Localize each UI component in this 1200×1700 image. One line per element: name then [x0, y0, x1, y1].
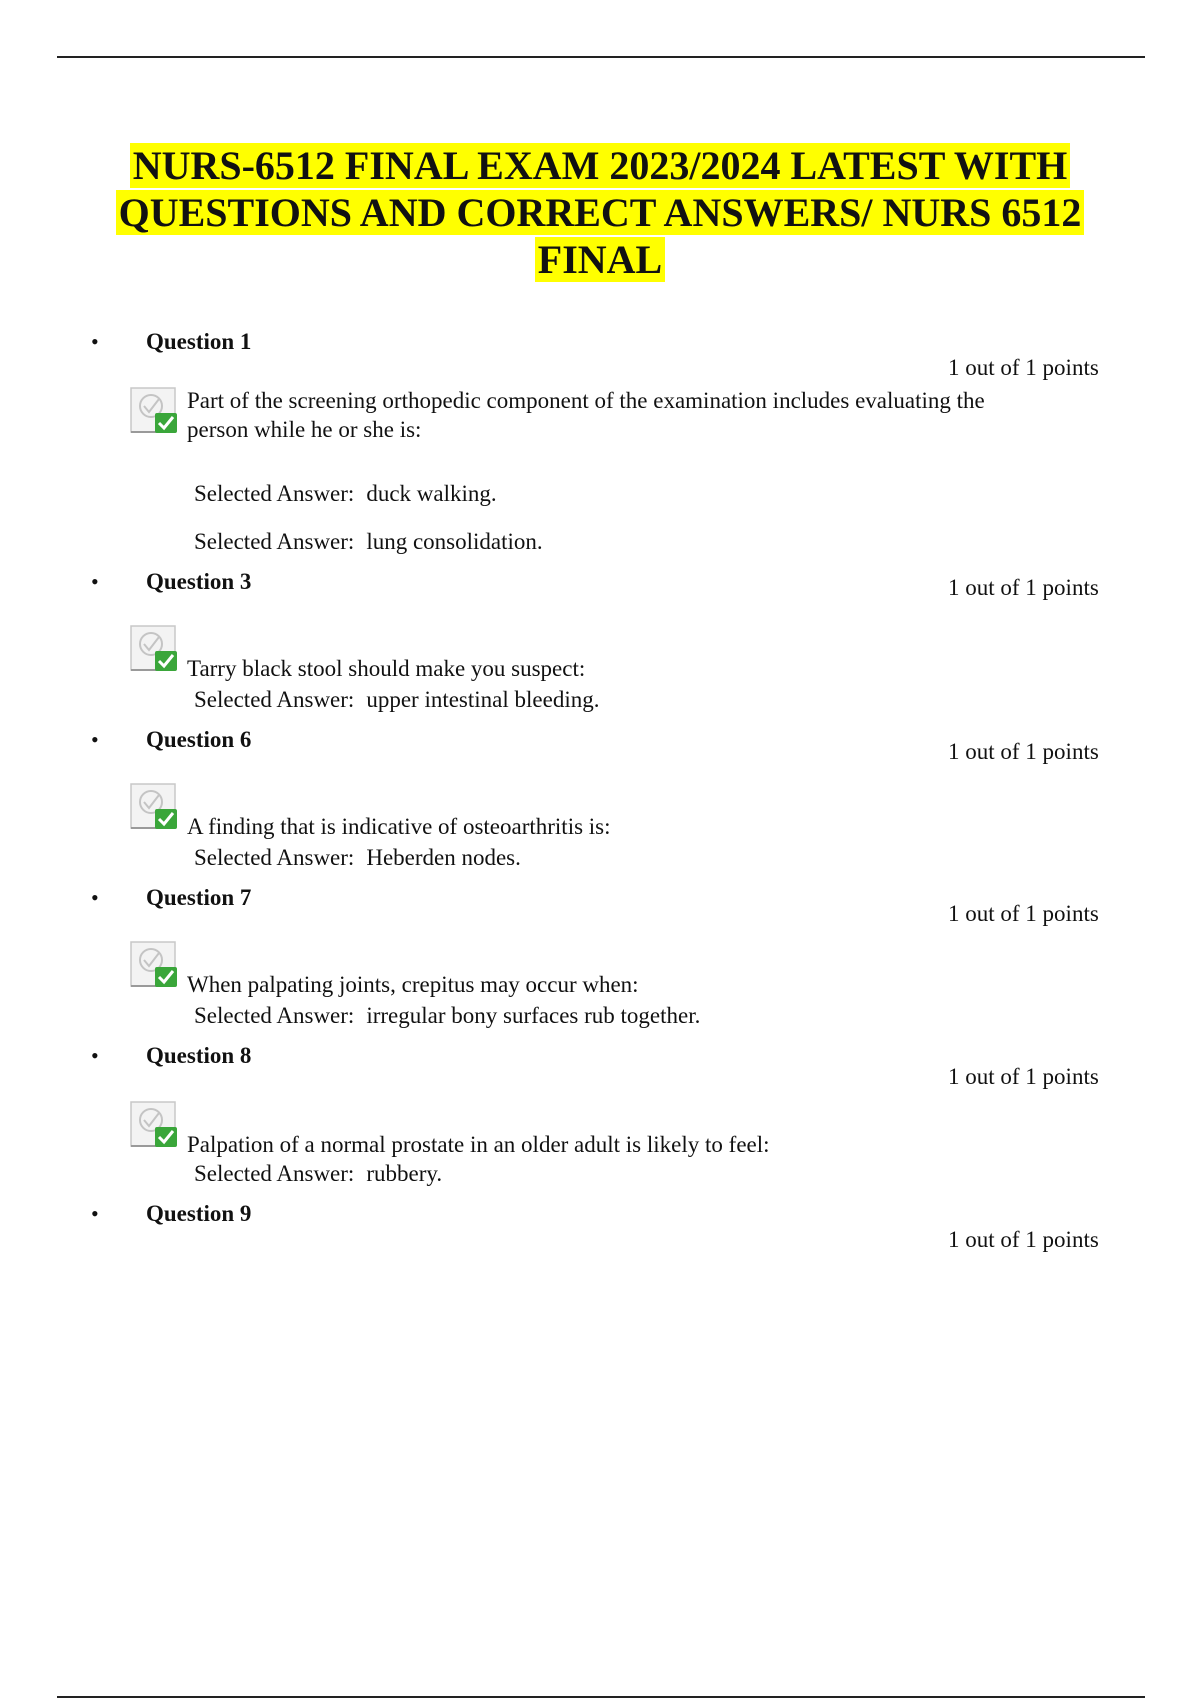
question-text: A finding that is indicative of osteoarthritis is: [187, 814, 611, 839]
question-points: 1 out of 1 points [948, 739, 1099, 764]
question-label: Question 6 [146, 727, 252, 752]
correct-check-icon [129, 386, 181, 438]
answer-value: lung consolidation. [366, 529, 543, 554]
bullet: • [91, 329, 99, 354]
title-line-1: NURS-6512 FINAL EXAM 2023/2024 LATEST WITH [130, 143, 1071, 188]
selected-answer [194, 1002, 700, 1030]
bottom-rule [57, 1696, 1145, 1698]
question-text: When palpating joints, crepitus may occur when: [187, 972, 639, 997]
title-line-2: QUESTIONS AND CORRECT ANSWERS/ NURS 6512 [116, 190, 1085, 235]
title-line-3: FINAL [535, 237, 665, 282]
correct-check-icon [129, 1100, 181, 1152]
selected-answer [194, 528, 543, 556]
question-label: Question 1 [146, 329, 252, 354]
answer-value: Heberden nodes. [366, 845, 521, 870]
correct-check-icon [129, 624, 181, 676]
question-points: 1 out of 1 points [948, 901, 1099, 926]
question-text: Part of the screening orthopedic component of the examination includes evaluating the person while he or she is: [187, 388, 985, 442]
correct-check-icon [129, 940, 181, 992]
answer-value: rubbery. [366, 1161, 443, 1186]
answer-value: upper intestinal bleeding. [366, 687, 600, 712]
bullet: • [91, 569, 99, 594]
top-rule [57, 56, 1145, 58]
question-text: Tarry black stool should make you suspect: [187, 656, 586, 681]
selected-answer [194, 686, 599, 714]
document-title [100, 142, 1100, 283]
selected-answer [194, 480, 497, 508]
answer-label: Selected Answer: [194, 845, 355, 870]
answer-value: irregular bony surfaces rub together. [366, 1003, 701, 1028]
bullet: • [91, 727, 99, 752]
answer-label: Selected Answer: [194, 687, 355, 712]
question-label: Question 9 [146, 1201, 252, 1226]
answer-value: duck walking. [366, 481, 497, 506]
question-points: 1 out of 1 points [948, 1064, 1099, 1089]
bullet: • [91, 1201, 99, 1226]
answer-label: Selected Answer: [194, 1003, 355, 1028]
question-points: 1 out of 1 points [948, 575, 1099, 600]
question-points: 1 out of 1 points [948, 355, 1099, 380]
question-text: Palpation of a normal prostate in an older adult is likely to feel: [187, 1132, 770, 1157]
answer-label: Selected Answer: [194, 481, 355, 506]
selected-answer [194, 844, 521, 872]
question-label: Question 3 [146, 569, 252, 594]
bullet: • [91, 1043, 99, 1068]
answer-label: Selected Answer: [194, 529, 355, 554]
correct-check-icon [129, 782, 181, 834]
question-label: Question 7 [146, 885, 252, 910]
selected-answer [194, 1160, 442, 1188]
answer-label: Selected Answer: [194, 1161, 355, 1186]
question-label: Question 8 [146, 1043, 252, 1068]
question-points: 1 out of 1 points [948, 1227, 1099, 1252]
bullet: • [91, 885, 99, 910]
